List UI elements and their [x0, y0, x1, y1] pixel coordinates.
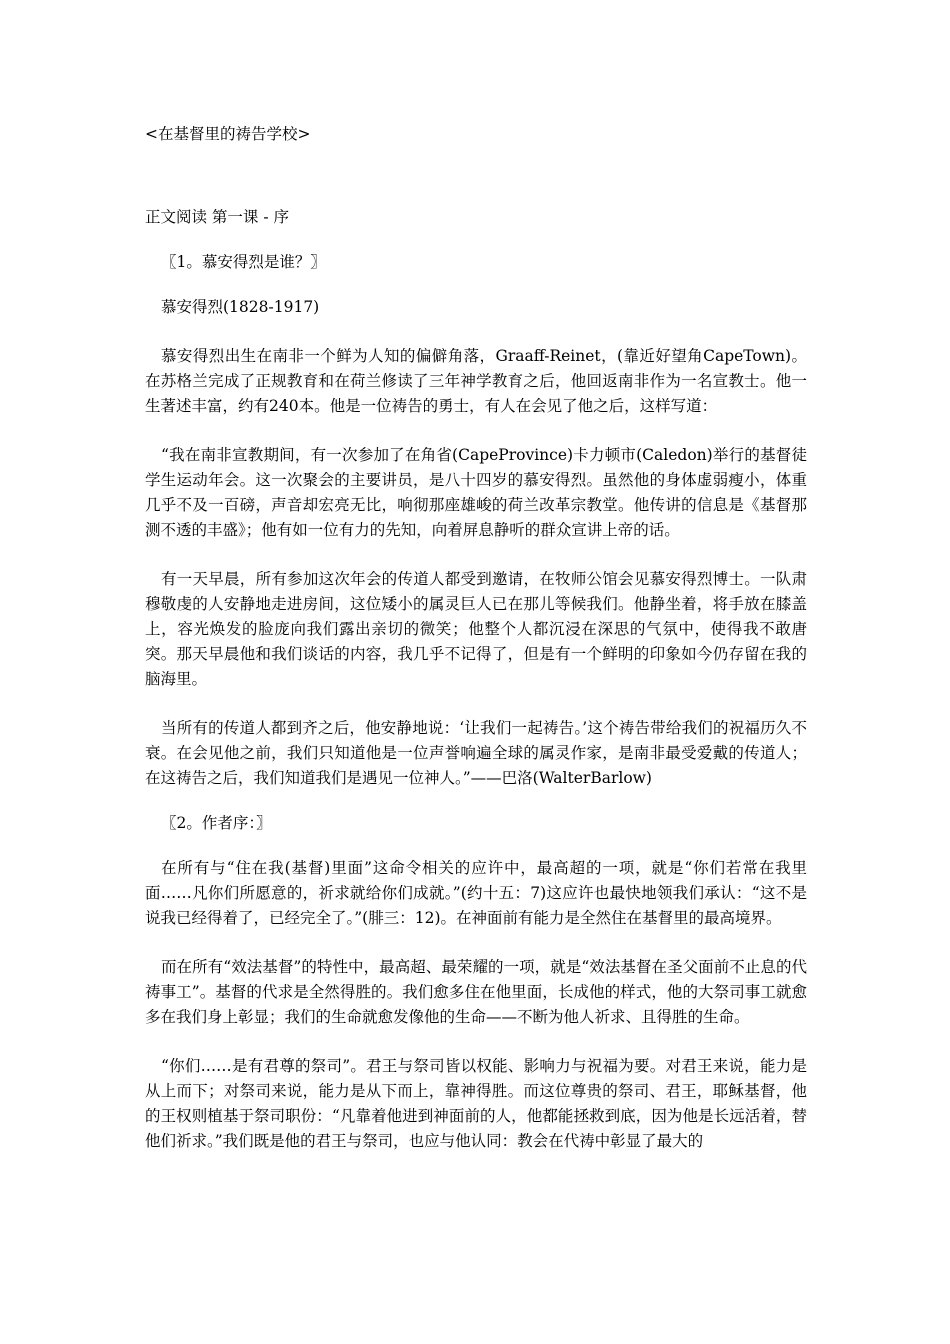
section-heading-who: 〖1。慕安得烈是谁？〗: [161, 253, 326, 271]
author-name-years: 慕安得烈(1828-1917): [161, 298, 320, 316]
section-heading-preface: 〖2。作者序：〗: [161, 814, 272, 832]
paragraph-quote-morning: 有一天早晨，所有参加这次年会的传道人都受到邀请，在牧师公馆会见慕安得烈博士。一队肃穆敬虔的人安静地走进房间，这位矮小的属灵巨人已在那儿等候我们。他静坐着，将手放在膝盖上，容光焕发的脸庞向我们露出亲切的微笑；他整个人都沉浸在深思的气氛中，使得我不敢唐突。那天早晨他和我们谈话的内容，我几乎不记得了，但是有一个鲜明的印象如今仍存留在我的脑海里。: [145, 570, 807, 688]
paragraph-quote-intro: “我在南非宣教期间，有一次参加了在角省(CapeProvince)卡力顿市(Caledon)举行的基督徒学生运动年会。这一次聚会的主要讲员，是八十四岁的慕安得烈。虽然他的身体虚弱瘦小，体重几乎不及一百磅，声音却宏亮无比，响彻那座雄峻的荷兰改革宗教堂。他传讲的信息是《基督那测不透的丰盛》；他有如一位有力的先知，向着屏息静听的群众宣讲上帝的话。: [145, 446, 807, 539]
lesson-title: 正文阅读 第一课 - 序: [145, 208, 290, 226]
paragraph-preface-1: 在所有与“住在我(基督)里面”这命令相关的应许中，最高超的一项，就是“你们若常在我里面……凡你们所愿意的，祈求就给你们成就。”(约十五：7)这应许也最快地领我们承认：“这不是说我已经得着了，已经完全了。”(腓三：12)。在神面前有能力是全然住在基督里的最高境界。: [145, 859, 807, 927]
document-body: [145, 122, 807, 1154]
paragraph-biography: 慕安得烈出生在南非一个鲜为人知的偏僻角落，Graaff-Reinet，(靠近好望角CapeTown)。在苏格兰完成了正规教育和在荷兰修读了三年神学教育之后，他回返南非作为一名宣教士。他一生著述丰富，约有240本。他是一位祷告的勇士，有人在会见了他之后，这样写道：: [145, 347, 807, 415]
paragraph-quote-prayer: 当所有的传道人都到齐之后，他安静地说：‘让我们一起祷告。’这个祷告带给我们的祝福历久不衰。在会见他之前，我们只知道他是一位声誉响遍全球的属灵作家，是南非最受爱戴的传道人；在这祷告之后，我们知道我们是遇见一位神人。”——巴洛(WalterBarlow): [145, 719, 807, 787]
paragraph-preface-3: “你们……是有君尊的祭司”。君王与祭司皆以权能、影响力与祝福为要。对君王来说，能力是从上而下；对祭司来说，能力是从下而上，靠神得胜。而这位尊贵的祭司、君王，耶稣基督，他的王权则植基于祭司职份：“凡靠着他进到神面前的人，他都能拯救到底，因为他是长远活着，替他们祈求。”我们既是他的君王与祭司，也应与他认同：教会在代祷中彰显了最大的: [145, 1057, 807, 1150]
paragraph-preface-2: 而在所有“效法基督”的特性中，最高超、最荣耀的一项，就是“效法基督在圣父面前不止息的代祷事工”。基督的代求是全然得胜的。我们愈多住在他里面，长成他的样式，他的大祭司事工就愈多在我们身上彰显；我们的生命就愈发像他的生命——不断为他人祈求、且得胜的生命。: [145, 958, 807, 1026]
document-title: <在基督里的祷告学校>: [145, 125, 311, 143]
